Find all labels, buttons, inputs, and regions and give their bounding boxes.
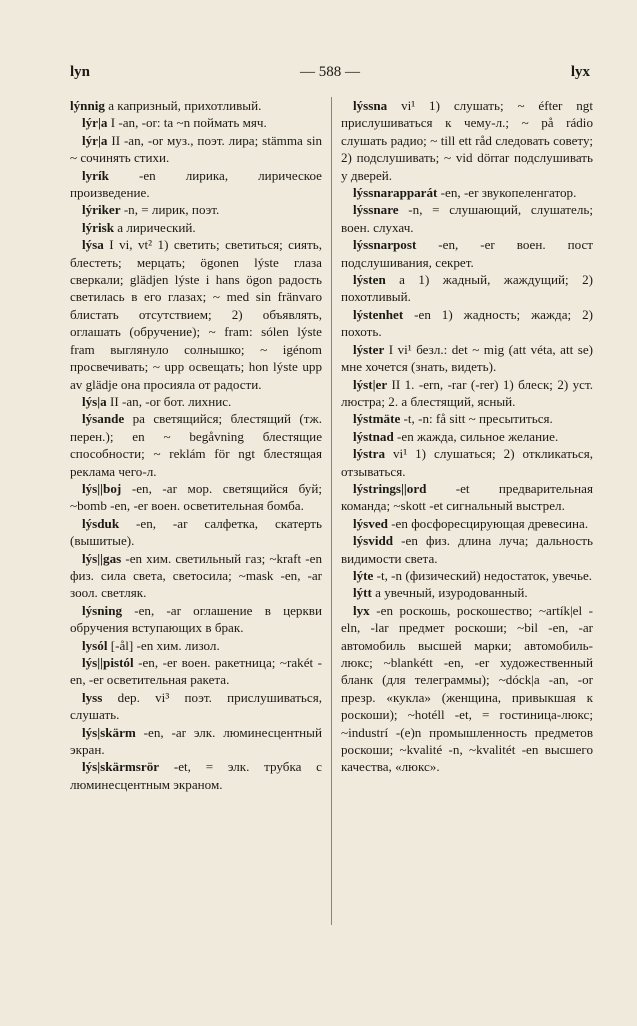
entry-definition: -en жажда, сильное желание. — [393, 428, 559, 444]
entry-definition: -en хим. светильный газ; ~kraft -en физ. сила света, светосила; ~mask -en, -ar зоол. светляк. — [70, 550, 322, 601]
dictionary-entry — [70, 236, 322, 393]
entry-definition: -et, = элк. трубка с люминесцентным экраном. — [70, 759, 322, 792]
dictionary-entry — [341, 584, 593, 601]
entry-headword: lýs||gas — [82, 550, 122, 566]
entry-definition: dep. vi³ поэт. прислушиваться, слушать. — [70, 689, 322, 723]
entry-definition: -en, -ar оглашение в церкви обручения вступающих в брак. — [70, 602, 322, 636]
dictionary-entry — [70, 515, 322, 550]
entry-definition: vi¹ 1) слушаться; 2) откликаться, отзываться. — [341, 446, 593, 479]
dictionary-entry — [70, 201, 322, 218]
entry-definition: -n, = слушающий, слушатель; воен. слухач. — [341, 202, 593, 235]
page-number: — 588 — — [300, 64, 360, 80]
running-head-right: lyx — [570, 64, 590, 80]
entry-definition: -en физ. длина луча; дальность видимости света. — [341, 533, 593, 566]
entry-headword: lýs|skärmsrör — [82, 759, 160, 775]
entry-headword: lýsduk — [82, 515, 120, 531]
entry-definition: pa светящийся; блестящий (тж. перен.); en ~ begåvning блестящие способности; ~ reklám för ngt блестящая реклама чего-л. — [70, 411, 322, 479]
entry-headword: lýssnarpost — [353, 237, 417, 253]
dictionary-entry — [70, 480, 322, 515]
entry-headword: lýriker — [82, 202, 121, 218]
dictionary-entry — [341, 97, 593, 184]
entry-headword: lýssna — [353, 98, 388, 113]
dictionary-entry — [341, 410, 593, 427]
entry-definition: [-ål] -en хим. лизол. — [107, 637, 220, 653]
entry-definition: II 1. -ern, -rar (-rer) 1) блеск; 2) уст. люстра; 2. a блестящий, ясный. — [341, 376, 593, 409]
entry-headword: lýs||boj — [82, 480, 122, 496]
dictionary-entry — [341, 184, 593, 201]
entry-headword: lýst|er — [353, 376, 388, 392]
entry-headword: lýstnad — [353, 428, 394, 444]
entry-definition: -et предварительная команда; ~skott -et сигнальный выстрел. — [341, 480, 593, 514]
entry-headword: lýstrings||ord — [353, 480, 427, 496]
dictionary-entry — [341, 306, 593, 341]
entry-definition: -en роскошь, роскошество; ~artík|el -eln, -lar предмет роскоши; ~bil -en, -ar автомобиль высшей марки; автомобиль-люкс; ~blankétt -en, -er художественный бланк (для телеграммы); ~dóck|a -an, -or презр. «кукла» (женщина, привыкшая к роскоши); ~hotéll -et, = гостиница-люкс; ~industrí -(e)n промышленность предметов роскоши; ~kvalité -n, ~kvalitét -en высшего качества, «люкс». — [341, 602, 593, 775]
dictionary-entry — [341, 515, 593, 532]
running-head-left: lyn — [70, 64, 91, 80]
entry-headword: lýtt — [353, 585, 372, 601]
dictionary-entry — [70, 410, 322, 480]
entry-headword: lýssnarapparát — [353, 185, 438, 201]
entry-definition: I vi¹ безл.: det ~ mig (att véta, att se) мне хочется (знать, видеть). — [341, 341, 593, 375]
dictionary-entry — [70, 724, 322, 759]
entry-headword: lýs||pistól — [82, 655, 134, 670]
entry-definition: vi¹ 1) слушать; ~ éfter ngt прислушиваться к чему-л.; ~ på rádio слушать радио; ~ till ett råd следовать совету; 2) подслушивать; ~ vid dörrar подслушивать у дверей. — [341, 98, 593, 183]
entry-headword: lýsten — [353, 272, 386, 288]
entry-headword: lyx — [353, 602, 370, 618]
right-column — [341, 97, 593, 776]
entry-headword: lýstmäte — [353, 411, 401, 427]
dictionary-entry — [341, 445, 593, 480]
entry-definition: a 1) жадный, жаждущий; 2) похотливый. — [341, 272, 593, 305]
entry-definition: a капризный, прихотливый. — [104, 98, 262, 113]
entry-headword: lýnnig — [70, 98, 105, 113]
entry-definition: II -an, -or бот. лихнис. — [106, 393, 232, 409]
dictionary-entry — [341, 341, 593, 376]
entry-definition: -en, -ar салфетка, скатерть (вышитые). — [70, 515, 322, 549]
dictionary-entry — [341, 567, 593, 584]
entry-headword: lýr|a — [82, 115, 108, 131]
dictionary-entry — [70, 167, 322, 202]
dictionary-entry — [341, 480, 593, 515]
entry-headword: lýsa — [82, 237, 104, 253]
entry-headword: lýsande — [82, 411, 125, 427]
entry-headword: lyrík — [82, 167, 109, 183]
entry-definition: -n, = лирик, поэт. — [120, 202, 220, 218]
dictionary-entry — [70, 602, 322, 637]
dictionary-entry — [70, 393, 322, 410]
entry-definition: -en лирика, лирическое произведение. — [70, 167, 322, 201]
entry-definition: -en, -er воен. пост подслушивания, секрет. — [341, 237, 593, 270]
entry-headword: lýrisk — [82, 219, 115, 235]
dictionary-entry — [341, 602, 593, 776]
entry-headword: lýsvidd — [353, 533, 394, 549]
entry-headword: lýster — [353, 341, 385, 357]
entry-definition: -en, -ar элк. люминесцентный экран. — [70, 724, 322, 758]
dictionary-entry — [341, 376, 593, 411]
entry-headword: lýstenhet — [353, 306, 404, 322]
dictionary-entry — [341, 236, 593, 271]
entry-headword: lýs|skärm — [82, 724, 136, 740]
entry-headword: lýstra — [353, 446, 385, 462]
dictionary-entry — [341, 532, 593, 567]
entry-definition: a увечный, изуродованный. — [371, 585, 528, 601]
entry-definition: -en фосфоресцирующая древесина. — [387, 515, 589, 531]
dictionary-entry — [70, 689, 322, 724]
dictionary-entry — [70, 758, 322, 793]
entry-definition: -en, -ar мор. светящийся буй; ~bomb -en, -er воен. осветительная бомба. — [70, 480, 322, 514]
dictionary-entry — [70, 637, 322, 654]
entry-headword: lyss — [82, 689, 103, 705]
entry-headword: lýsning — [82, 602, 123, 618]
entry-headword: lysól — [82, 637, 108, 653]
dictionary-entry — [70, 114, 322, 131]
entry-headword: lýssnare — [353, 202, 399, 218]
entry-headword: lýsved — [353, 515, 388, 531]
entry-definition: II -an, -or муз., поэт. лира; stämma sin ~ сочинять стихи. — [70, 132, 322, 166]
dictionary-entry — [70, 219, 322, 236]
entry-definition: -en, -er звукопеленгатор. — [437, 185, 577, 201]
entry-definition: -t, -n (физический) недостаток, увечье. — [373, 567, 593, 583]
column-divider — [331, 97, 332, 925]
entry-definition: a лирический. — [114, 219, 196, 235]
entry-definition: I vi, vt² 1) светить; светиться; сиять, блестеть; мерцать; ögonen lýste глаза сверкали; glädjen lýste i hans ögon радость светилась в его глазах; ~ med sin fränvaro блистать отсутствием; 2) объявлять, оглашать (обручение); ~ fram: sólen lýste fram выглянуло солнышко; ~ igénom просвечивать; ~ upp освещать; hon lýste upp av glädje она просияла от радости. — [70, 237, 322, 392]
dictionary-entry — [70, 654, 322, 689]
page-header — [70, 64, 590, 84]
dictionary-entry — [341, 201, 593, 236]
entry-definition: I -an, -or: ta ~n поймать мяч. — [107, 115, 267, 131]
entry-definition: -t, -n: få sitt ~ пресытиться. — [400, 411, 553, 427]
entry-headword: lýte — [353, 567, 374, 583]
left-column — [70, 97, 322, 793]
dictionary-entry — [70, 132, 322, 167]
entry-definition: -en, -er воен. ракетница; ~rakét -en, -er осветительная ракета. — [70, 655, 322, 688]
dictionary-entry — [341, 428, 593, 445]
dictionary-entry — [70, 550, 322, 602]
dictionary-entry — [70, 97, 322, 114]
dictionary-entry — [341, 271, 593, 306]
entry-headword: lýs|a — [82, 393, 107, 409]
entry-definition: -en 1) жадность; жажда; 2) похоть. — [341, 306, 593, 340]
entry-headword: lýr|a — [82, 132, 108, 148]
